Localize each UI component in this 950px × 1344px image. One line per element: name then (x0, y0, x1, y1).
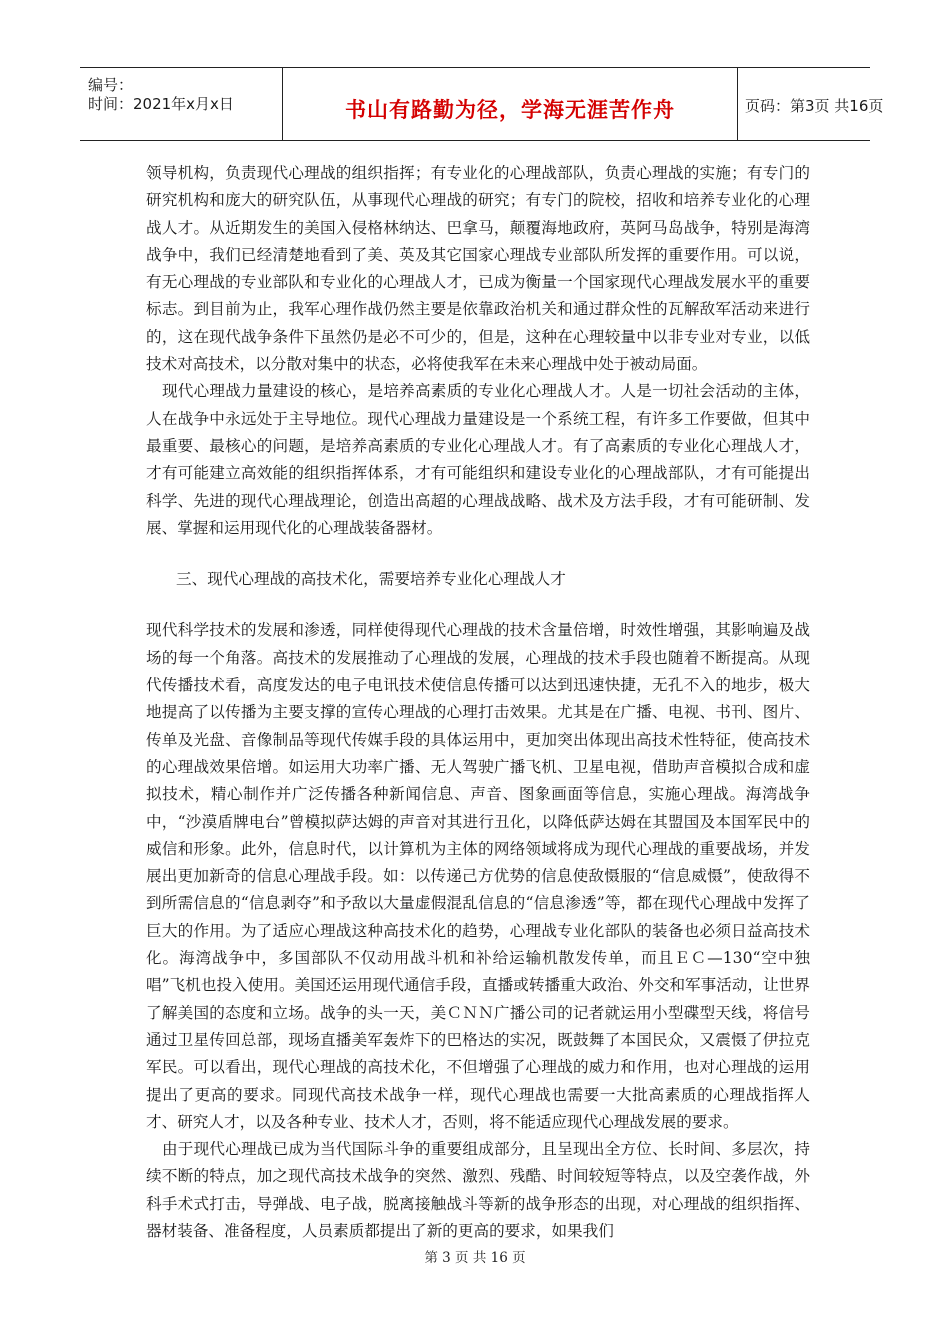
paragraph-3: 现代科学技术的发展和渗透，同样使得现代心理战的技术含量倍增，时效性增强，其影响遍及战场的每一个角落。高技术的发展推动了心理战的发展，心理战的技术手段也随着不断提高。从现代传播技术看，高度发达的电子电讯技术使信息传播可以达到迅速快捷，无孔不入的地步，极大地提高了以传播为主要支撑的宣传心理战的心理打击效果。尤其是在广播、电视、书刊、图片、传单及光盘、音像制品等现代传媒手段的具体运用中，更加突出体现出高技术性特征，使高技术的心理战效果倍增。如运用大功率广播、无人驾驶广播飞机、卫星电视，借助声音模拟合成和虚拟技术，精心制作并广泛传播各种新闻信息、声音、图象画面等信息，实施心理战。海湾战争中，“沙漠盾牌电台”曾模拟萨达姆的声音对其进行丑化，以降低萨达姆在其盟国及本国军民中的威信和形象。此外，信息时代，以计算机为主体的网络领域将成为现代心理战的重要战场，并发展出更加新奇的信息心理战手段。如：以传递己方优势的信息使敌慑服的“信息威慑”，使敌得不到所需信息的“信息剥夺”和予敌以大量虚假混乱信息的“信息渗透”等，都在现代心理战中发挥了巨大的作用。为了适应心理战这种高技术化的趋势，心理战专业化部队的装备也必须日益高技术化。海湾战争中，多国部队不仅动用战斗机和补给运输机散发传单，而且ＥＣ—130“空中独唱”飞机也投入使用。美国还运用现代通信手段，直播或转播重大政治、外交和军事活动，让世界了解美国的态度和立场。战争的头一天，美ＣＮＮ广播公司的记者就运用小型碟型天线，将信号通过卫星传回总部，现场直播美军轰炸下的巴格达的实况，既鼓舞了本国民众，又震慑了伊拉克军民。可以看出，现代心理战的高技术化，不但增强了心理战的威力和作用，也对心理战的运用提出了更高的要求。同现代高技术战争一样，现代心理战也需要一大批高素质的心理战指挥人才、研究人才，以及各种专业、技术人才，否则，将不能适应现代心理战发展的要求。 (146, 621, 810, 1131)
paragraph-4: 由于现代心理战已成为当代国际斗争的重要组成部分，且呈现出全方位、长时间、多层次，持续不断的特点，加之现代高技术战争的突然、激烈、残酷、时间较短等特点，以及空袭作战，外科手术式打击，导弹战、电子战，脱离接触战斗等新的战争形态的出现，对心理战的组织指挥、器材装备、准备程度，人员素质都提出了新的更高的要求，如果我们 (146, 1140, 810, 1240)
page-header (80, 67, 884, 141)
section-heading: 三、现代心理战的高技术化，需要培养专业化心理战人才 (176, 570, 566, 589)
page-info: 页码：第3页 共16页 (745, 97, 884, 115)
header-meta-cell (80, 68, 283, 140)
number-label: 编号： (88, 76, 134, 94)
motto-text: 书山有路勤为径，学海无涯苦作舟 (345, 98, 675, 122)
section-gap (146, 593, 810, 617)
header-motto-cell (283, 68, 738, 140)
paragraph-2: 现代心理战力量建设的核心，是培养高素质的专业化心理战人才。人是一切社会活动的主体，人在战争中永远处于主导地位。现代心理战力量建设是一个系统工程，有许多工作要做，但其中最重要、最核心的问题，是培养高素质的专业化心理战人才。有了高素质的专业化心理战人才，才有可能建立高效能的组织指挥体系，才有可能组织和建设专业化的心理战部队，才有可能提出科学、先进的现代心理战理论，创造出高超的心理战战略、战术及方法手段，才有可能研制、发展、掌握和运用现代化的心理战装备器材。 (146, 382, 810, 537)
page-footer: 第 3 页 共 16 页 (424, 1250, 526, 1266)
document-body (146, 160, 810, 1245)
date-label: 时间：2021年x月x日 (88, 95, 234, 113)
paragraph-1: 领导机构，负责现代心理战的组织指挥；有专业化的心理战部队，负责心理战的实施；有专门的研究机构和庞大的研究队伍，从事现代心理战的研究；有专门的院校，招收和培养专业化的心理战人才。从近期发生的美国入侵格林纳达、巴拿马，颠覆海地政府，英阿马岛战争，特别是海湾战争中，我们已经清楚地看到了美、英及其它国家心理战专业部队所发挥的重要作用。可以说，有无心理战的专业部队和专业化的心理战人才，已成为衡量一个国家现代心理战发展水平的重要标志。到目前为止，我军心理作战仍然主要是依靠政治机关和通过群众性的瓦解敌军活动来进行的，这在现代战争条件下虽然仍是必不可少的，但是，这种在心理较量中以非专业对专业，以低技术对高技术，以分散对集中的状态，必将使我军在未来心理战中处于被动局面。 (146, 164, 810, 374)
header-page-cell (738, 68, 884, 140)
